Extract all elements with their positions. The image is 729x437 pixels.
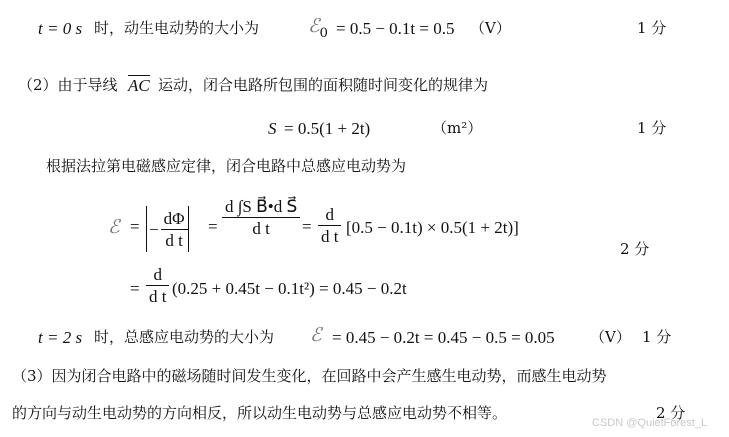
- line2-suffix: 运动，闭合电路所包围的面积随时间变化的规律为: [158, 76, 489, 94]
- line2-prefix: （2）由于导线: [18, 76, 118, 94]
- score-line1: 1 分: [637, 19, 667, 37]
- part3-line2: 的方向与动生电动势的方向相反，所以动生电动势与总感应电动势不相等。: [12, 404, 508, 422]
- line1-text: 时，动生电动势的大小为: [94, 19, 260, 37]
- score-line7: 1 分: [642, 328, 672, 346]
- line5-tail: [0.5 − 0.1t) × 0.5(1 + 2t)]: [346, 218, 519, 237]
- integral-fraction: [222, 198, 300, 237]
- area-symbol: S: [268, 119, 277, 138]
- eq-sign-3: =: [302, 217, 312, 236]
- score-line5: 2 分: [620, 240, 650, 258]
- eq-sign-2: =: [208, 217, 218, 236]
- part3-line1: （3）因为闭合电路中的磁场随时间发生变化，在回路中会产生感生电动势，而感生电动势: [12, 367, 607, 385]
- line7-equation: = 0.45 − 0.2t = 0.45 − 0.5 = 0.05: [332, 328, 555, 347]
- flux-fraction-den: d t: [165, 230, 183, 250]
- faraday-intro: 根据法拉第电磁感应定律，闭合电路中总感应电动势为: [46, 157, 407, 175]
- line7-text: 时，总感应电动势的大小为: [94, 328, 275, 346]
- d-dt-fraction-num: d: [318, 206, 341, 226]
- line7-unit: （V）: [590, 328, 631, 346]
- score-line3: 1 分: [637, 119, 667, 137]
- eq-sign-1: =: [130, 217, 140, 236]
- time-two-label: t = 2 s: [38, 328, 83, 347]
- eq-sign-4: =: [130, 279, 140, 298]
- score-line9: 2 分: [656, 404, 686, 422]
- line6-tail: (0.25 + 0.45t − 0.1t²) = 0.45 − 0.2t: [172, 279, 407, 298]
- flux-derivative: [146, 206, 189, 252]
- line1-equation: = 0.5 − 0.1t = 0.5: [336, 19, 455, 38]
- watermark: CSDN @QuietForest_L: [592, 417, 708, 429]
- minus-sign: −: [149, 219, 159, 239]
- d-dt-fraction-2-den: d t: [149, 287, 167, 306]
- abs-bar-right: [188, 206, 189, 252]
- area-equation: = 0.5(1 + 2t): [284, 119, 371, 138]
- area-unit: （m²）: [432, 119, 483, 137]
- d-dt-fraction-2: [146, 266, 169, 305]
- wire-ac: AC: [128, 76, 150, 95]
- flux-fraction: [161, 210, 188, 249]
- d-dt-fraction-2-num: d: [146, 266, 169, 286]
- integral-fraction-num: d ∫S B⃗•d S⃗: [222, 198, 300, 218]
- flux-fraction-num: dΦ: [161, 210, 188, 230]
- time-zero-label: t = 0 s: [38, 19, 83, 38]
- integral-fraction-den: d t: [252, 219, 270, 238]
- emf-symbol: ℰ$_0$: [308, 15, 328, 41]
- abs-bar-left: [146, 206, 147, 252]
- d-dt-fraction-den: d t: [321, 227, 339, 246]
- emf-symbol-total: ℰ: [108, 216, 120, 238]
- line1-unit: （V）: [470, 19, 511, 37]
- emf-symbol-2: ℰ: [310, 324, 322, 346]
- d-dt-fraction: [318, 206, 341, 245]
